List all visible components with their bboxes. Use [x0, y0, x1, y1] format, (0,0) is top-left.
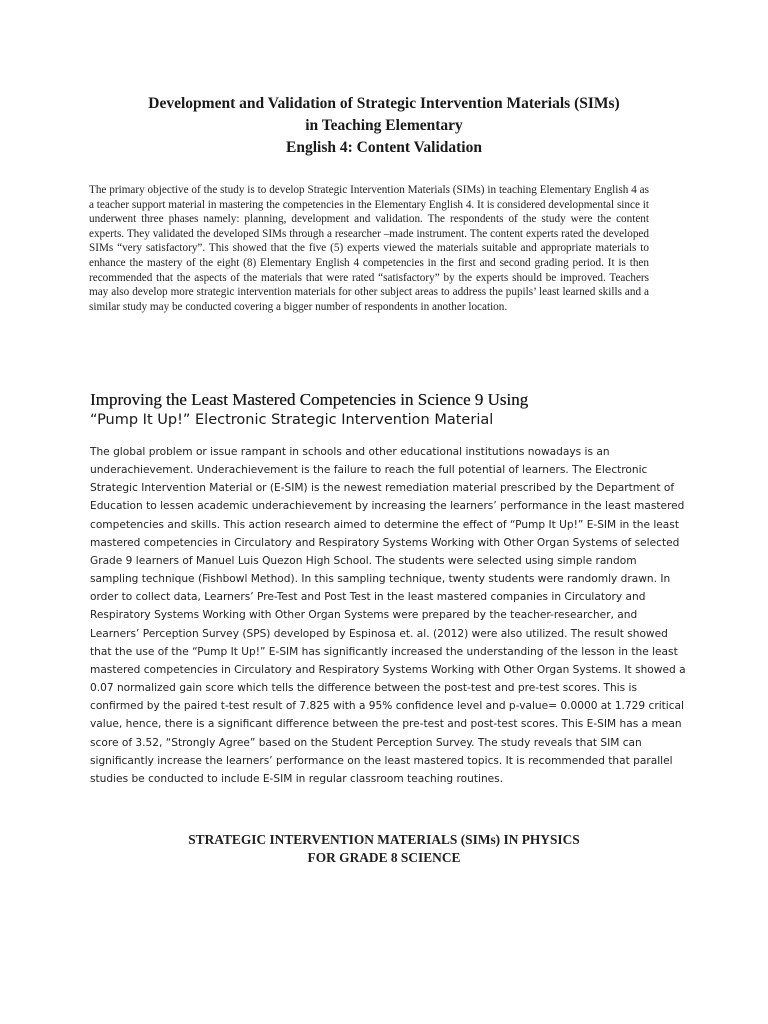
- section1-title-line: English 4: Content Validation: [286, 139, 482, 156]
- section1-title: [60, 93, 708, 159]
- section1-title-line: Development and Validation of Strategic Intervention Materials (SIMs): [148, 95, 620, 112]
- section2-abstract: The global problem or issue rampant in schools and other educational institutions nowadays is an underachievement. Underachievement is the failure to reach the full potential of learners. The Electronic Strategic Intervention Material or (E-SIM) is the newest remediation material prescribed by the Department of Education to lessen academic underachievement by increasing the learners’ performance in the least mastered competencies and skills. This action research aimed to determine the effect of “Pump It Up!” E-SIM in the least mastered competencies in Circulatory and Respiratory Systems Working with Other Organ Systems of selected Grade 9 learners of Manuel Luis Quezon High School. The students were selected using simple random sampling technique (Fishbowl Method). In this sampling technique, twenty students were randomly drawn. In order to collect data, Learners’ Pre-Test and Post Test in the least mastered companies in Circulatory and Respiratory Systems Working with Other Organ Systems were prepared by the teacher-researcher, and Learners’ Perception Survey (SPS) developed by Espinosa et. al. (2012) were also utilized. The result showed that the use of the “Pump It Up!” E-SIM has significantly increased the understanding of the lesson in the least mastered competencies in Circulatory and Respiratory Systems Working with Other Organ Systems. It showed a 0.07 normalized gain score which tells the difference between the post-test and pre-test scores. This is confirmed by the paired t-test result of 7.825 with a 95% confidence level and p-value= 0.0000 at 1.729 critical value, hence, there is a significant difference between the pre-test and post-test scores. This E-SIM has a mean score of 3.52, “Strongly Agree” based on the Student Perception Survey. The study reveals that SIM can significantly increase the learners’ performance on the least mastered topics. It is recommended that parallel studies be conducted to include E-SIM in regular classroom teaching routines.: [90, 446, 686, 785]
- section2-title-line1: Improving the Least Mastered Competencies in Science 9 Using: [90, 390, 529, 409]
- section1-title-line: in Teaching Elementary: [305, 117, 463, 134]
- section3-title: [120, 831, 648, 867]
- section3-title-line: STRATEGIC INTERVENTION MATERIALS (SIMs) IN PHYSICS: [188, 832, 580, 847]
- section3-title-line: FOR GRADE 8 SCIENCE: [307, 850, 461, 865]
- section1-abstract: The primary objective of the study is to develop Strategic Intervention Materials (SIMs) in teaching Elementary English 4 as a teacher support material in mastering the competencies in the Elementary English 4. It is considered developmental since it underwent three phases namely: planning, development and validation. The respondents of the study were the content experts. They validated the developed SIMs through a researcher –made instrument. The content experts rated the developed SIMs “very satisfactory”. This showed that the five (5) experts viewed the materials suitable and appropriate materials to enhance the mastery of the eight (8) Elementary English 4 competencies in the first and second grading period. It is then recommended that the aspects of the materials that were rated “satisfactory” by the experts should be improved. Teachers may also develop more strategic intervention materials for other subject areas to address the pupils’ least learned skills and a similar study may be conducted covering a bigger number of respondents in another location.: [89, 184, 649, 313]
- section2-title: [90, 389, 710, 431]
- section2-title-line2: “Pump It Up!” Electronic Strategic Intervention Material: [90, 412, 494, 428]
